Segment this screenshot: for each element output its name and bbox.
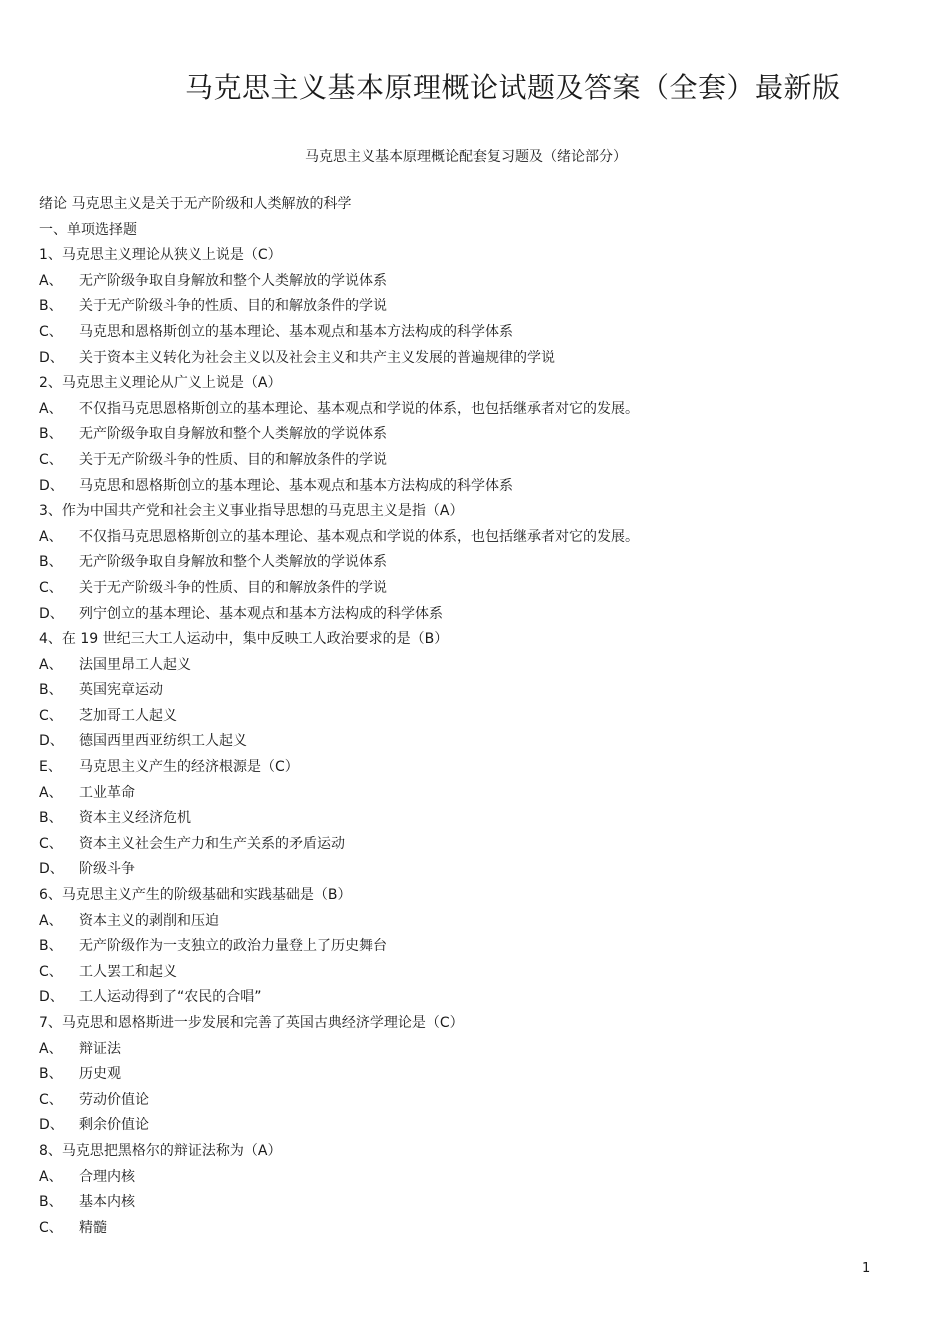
option-label: D、 <box>39 477 64 494</box>
answer-option <box>39 832 919 858</box>
option-text: 阶级斗争 <box>79 861 135 878</box>
line-text: 2、马克思主义理论从广义上说是（A） <box>39 375 282 392</box>
answer-option <box>39 1190 919 1216</box>
line-text: 绪论 马克思主义是关于无产阶级和人类解放的科学 <box>39 196 352 212</box>
answer-option <box>39 704 919 730</box>
answer-option <box>39 346 919 372</box>
option-text: 德国西里西亚纺织工人起义 <box>79 733 247 750</box>
option-text: 辩证法 <box>79 1040 121 1057</box>
option-text: 关于无产阶级斗争的性质、目的和解放条件的学说 <box>79 579 387 596</box>
option-text: 历史观 <box>79 1066 121 1083</box>
text-line <box>39 371 919 397</box>
option-label: E、 <box>39 759 62 776</box>
line-text: 3、作为中国共产党和社会主义事业指导思想的马克思主义是指（A） <box>39 503 464 520</box>
option-label: D、 <box>39 989 64 1006</box>
text-line <box>39 192 919 218</box>
option-text: 资本主义经济危机 <box>79 810 191 827</box>
answer-option <box>39 525 919 551</box>
option-label: D、 <box>39 349 64 366</box>
option-label: A、 <box>39 784 63 801</box>
option-label: B、 <box>39 938 63 955</box>
option-label: A、 <box>39 272 63 289</box>
option-text: 无产阶级争取自身解放和整个人类解放的学说体系 <box>79 554 387 571</box>
option-label: B、 <box>39 554 63 571</box>
answer-option <box>39 806 919 832</box>
option-text: 精髓 <box>79 1219 107 1236</box>
option-label: C、 <box>39 323 63 340</box>
question-list <box>39 192 919 1241</box>
option-label: A、 <box>39 912 63 929</box>
option-label: C、 <box>39 1219 63 1236</box>
option-label: A、 <box>39 1040 63 1057</box>
option-text: 列宁创立的基本理论、基本观点和基本方法构成的科学体系 <box>79 605 443 622</box>
answer-option <box>39 1088 919 1114</box>
answer-option <box>39 422 919 448</box>
option-text: 工业革命 <box>79 784 135 801</box>
answer-option <box>39 1062 919 1088</box>
text-line <box>39 1139 919 1165</box>
answer-option <box>39 294 919 320</box>
option-text: 基本内核 <box>79 1194 135 1211</box>
option-label: D、 <box>39 733 64 750</box>
line-text: 6、马克思主义产生的阶级基础和实践基础是（B） <box>39 887 352 904</box>
answer-option <box>39 934 919 960</box>
option-text: 合理内核 <box>79 1168 135 1185</box>
option-text: 无产阶级争取自身解放和整个人类解放的学说体系 <box>79 426 387 443</box>
answer-option <box>39 909 919 935</box>
answer-option <box>39 269 919 295</box>
text-line <box>39 243 919 269</box>
answer-option <box>39 320 919 346</box>
answer-option <box>39 678 919 704</box>
answer-option <box>39 397 919 423</box>
document-title: 马克思主义基本原理概论试题及答案（全套）最新版 <box>185 71 841 104</box>
option-label: C、 <box>39 1091 63 1108</box>
option-label: A、 <box>39 400 63 417</box>
answer-option <box>39 781 919 807</box>
text-line <box>39 627 919 653</box>
option-label: C、 <box>39 707 63 724</box>
answer-option <box>39 1037 919 1063</box>
answer-option <box>39 1113 919 1139</box>
answer-option <box>39 755 919 781</box>
option-text: 工人罢工和起义 <box>79 963 177 980</box>
option-text: 剩余价值论 <box>79 1117 149 1134</box>
answer-option <box>39 960 919 986</box>
text-line <box>39 218 919 244</box>
option-label: B、 <box>39 298 63 315</box>
option-label: C、 <box>39 835 63 852</box>
option-label: C、 <box>39 963 63 980</box>
option-text: 马克思和恩格斯创立的基本理论、基本观点和基本方法构成的科学体系 <box>79 477 513 494</box>
option-label: B、 <box>39 1194 63 1211</box>
answer-option <box>39 1165 919 1191</box>
answer-option <box>39 474 919 500</box>
answer-option <box>39 550 919 576</box>
option-text: 关于无产阶级斗争的性质、目的和解放条件的学说 <box>79 298 387 315</box>
option-text: 法国里昂工人起义 <box>79 656 191 673</box>
answer-option <box>39 576 919 602</box>
option-label: B、 <box>39 682 63 699</box>
option-text: 无产阶级争取自身解放和整个人类解放的学说体系 <box>79 272 387 289</box>
option-text: 不仅指马克思恩格斯创立的基本理论、基本观点和学说的体系，也包括继承者对它的发展。 <box>79 528 639 545</box>
option-text: 关于无产阶级斗争的性质、目的和解放条件的学说 <box>79 451 387 468</box>
option-text: 马克思和恩格斯创立的基本理论、基本观点和基本方法构成的科学体系 <box>79 323 513 340</box>
option-text: 英国宪章运动 <box>79 682 163 699</box>
option-label: A、 <box>39 528 63 545</box>
option-label: A、 <box>39 656 63 673</box>
answer-option <box>39 653 919 679</box>
answer-option <box>39 857 919 883</box>
answer-option <box>39 1216 919 1242</box>
line-text: 4、在 19 世纪三大工人运动中，集中反映工人政治要求的是（B） <box>39 631 449 648</box>
text-line <box>39 1011 919 1037</box>
answer-option <box>39 602 919 628</box>
option-text: 劳动价值论 <box>79 1091 149 1108</box>
text-line <box>39 883 919 909</box>
line-text: 7、马克思和恩格斯进一步发展和完善了英国古典经济学理论是（C） <box>39 1015 464 1031</box>
option-label: D、 <box>39 605 64 622</box>
line-text: 一、单项选择题 <box>39 221 137 238</box>
option-text: 不仅指马克思恩格斯创立的基本理论、基本观点和学说的体系，也包括继承者对它的发展。 <box>79 400 639 417</box>
text-line <box>39 499 919 525</box>
option-text: 资本主义社会生产力和生产关系的矛盾运动 <box>79 835 345 852</box>
option-label: B、 <box>39 1066 63 1083</box>
option-label: C、 <box>39 579 63 596</box>
line-text: 8、马克思把黑格尔的辩证法称为（A） <box>39 1142 282 1159</box>
option-label: D、 <box>39 861 64 878</box>
answer-option <box>39 448 919 474</box>
option-label: C、 <box>39 451 63 468</box>
option-label: B、 <box>39 426 63 443</box>
option-text: 资本主义的剥削和压迫 <box>79 912 219 929</box>
option-text: 马克思主义产生的经济根源是（C） <box>79 759 299 776</box>
page-number: 1 <box>862 1261 871 1276</box>
line-text: 1、马克思主义理论从狭义上说是（C） <box>39 247 282 264</box>
option-label: B、 <box>39 810 63 827</box>
option-text: 关于资本主义转化为社会主义以及社会主义和共产主义发展的普遍规律的学说 <box>79 349 555 366</box>
option-label: D、 <box>39 1117 64 1134</box>
option-label: A、 <box>39 1168 63 1185</box>
answer-option <box>39 729 919 755</box>
answer-option <box>39 985 919 1011</box>
option-text: 无产阶级作为一支独立的政治力量登上了历史舞台 <box>79 938 387 955</box>
option-text: 芝加哥工人起义 <box>79 707 177 724</box>
document-subtitle: 马克思主义基本原理概论配套复习题及（绪论部分） <box>305 149 627 165</box>
option-text: 工人运动得到了“农民的合唱” <box>79 989 262 1006</box>
